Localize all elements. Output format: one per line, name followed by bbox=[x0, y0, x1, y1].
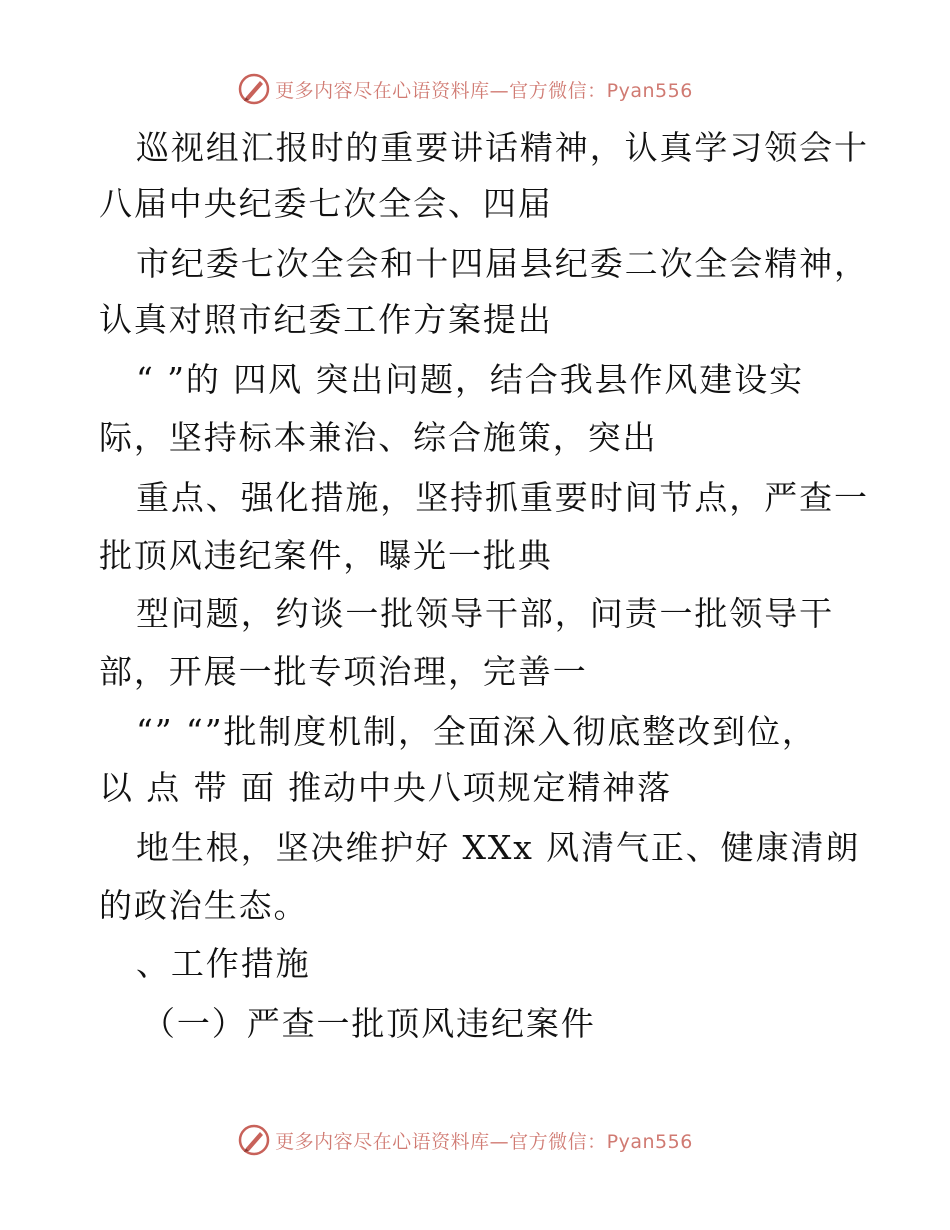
text-line: 认真对照市纪委工作方案提出 bbox=[99, 300, 553, 339]
text-line: “” “”批制度机制，全面深入彻底整改到位， bbox=[136, 712, 817, 751]
text-line: 地生根，坚决维护好 XXx 风清气正、健康清朗 bbox=[136, 828, 861, 867]
text-line: “ ”的 四风 突出问题，结合我县作风建设实 bbox=[136, 360, 805, 399]
watermark-text: 更多内容尽在心语资料库—官方微信：Pyan556 bbox=[275, 79, 693, 102]
watermark-footer bbox=[0, 1123, 950, 1157]
text-line: 以 点 带 面 推动中央八项规定精神落 bbox=[99, 768, 673, 807]
text-line: 批顶风违纪案件，曝光一批典 bbox=[99, 536, 553, 575]
subsection-heading: （一）严查一批顶风违纪案件 bbox=[142, 1004, 596, 1043]
watermark-text: 更多内容尽在心语资料库—官方微信：Pyan556 bbox=[275, 1130, 693, 1153]
text-line: 部，开展一批专项治理，完善一 bbox=[99, 652, 588, 691]
text-line: 的政治生态。 bbox=[99, 886, 309, 925]
text-line: 际，坚持标本兼治、综合施策，突出 bbox=[99, 418, 658, 457]
text-line: 市纪委七次全会和十四届县纪委二次全会精神， bbox=[136, 244, 869, 283]
text-line: 八届中央纪委七次全会、四届 bbox=[99, 184, 553, 223]
text-line: 巡视组汇报时的重要讲话精神，认真学习领会十 bbox=[136, 128, 869, 167]
text-line: 型问题，约谈一批领导干部，问责一批领导干 bbox=[136, 594, 834, 633]
section-heading: 、工作措施 bbox=[136, 944, 311, 983]
pen-logo-icon bbox=[237, 1123, 271, 1157]
text-line: 重点、强化措施，坚持抓重要时间节点，严查一 bbox=[136, 478, 869, 517]
